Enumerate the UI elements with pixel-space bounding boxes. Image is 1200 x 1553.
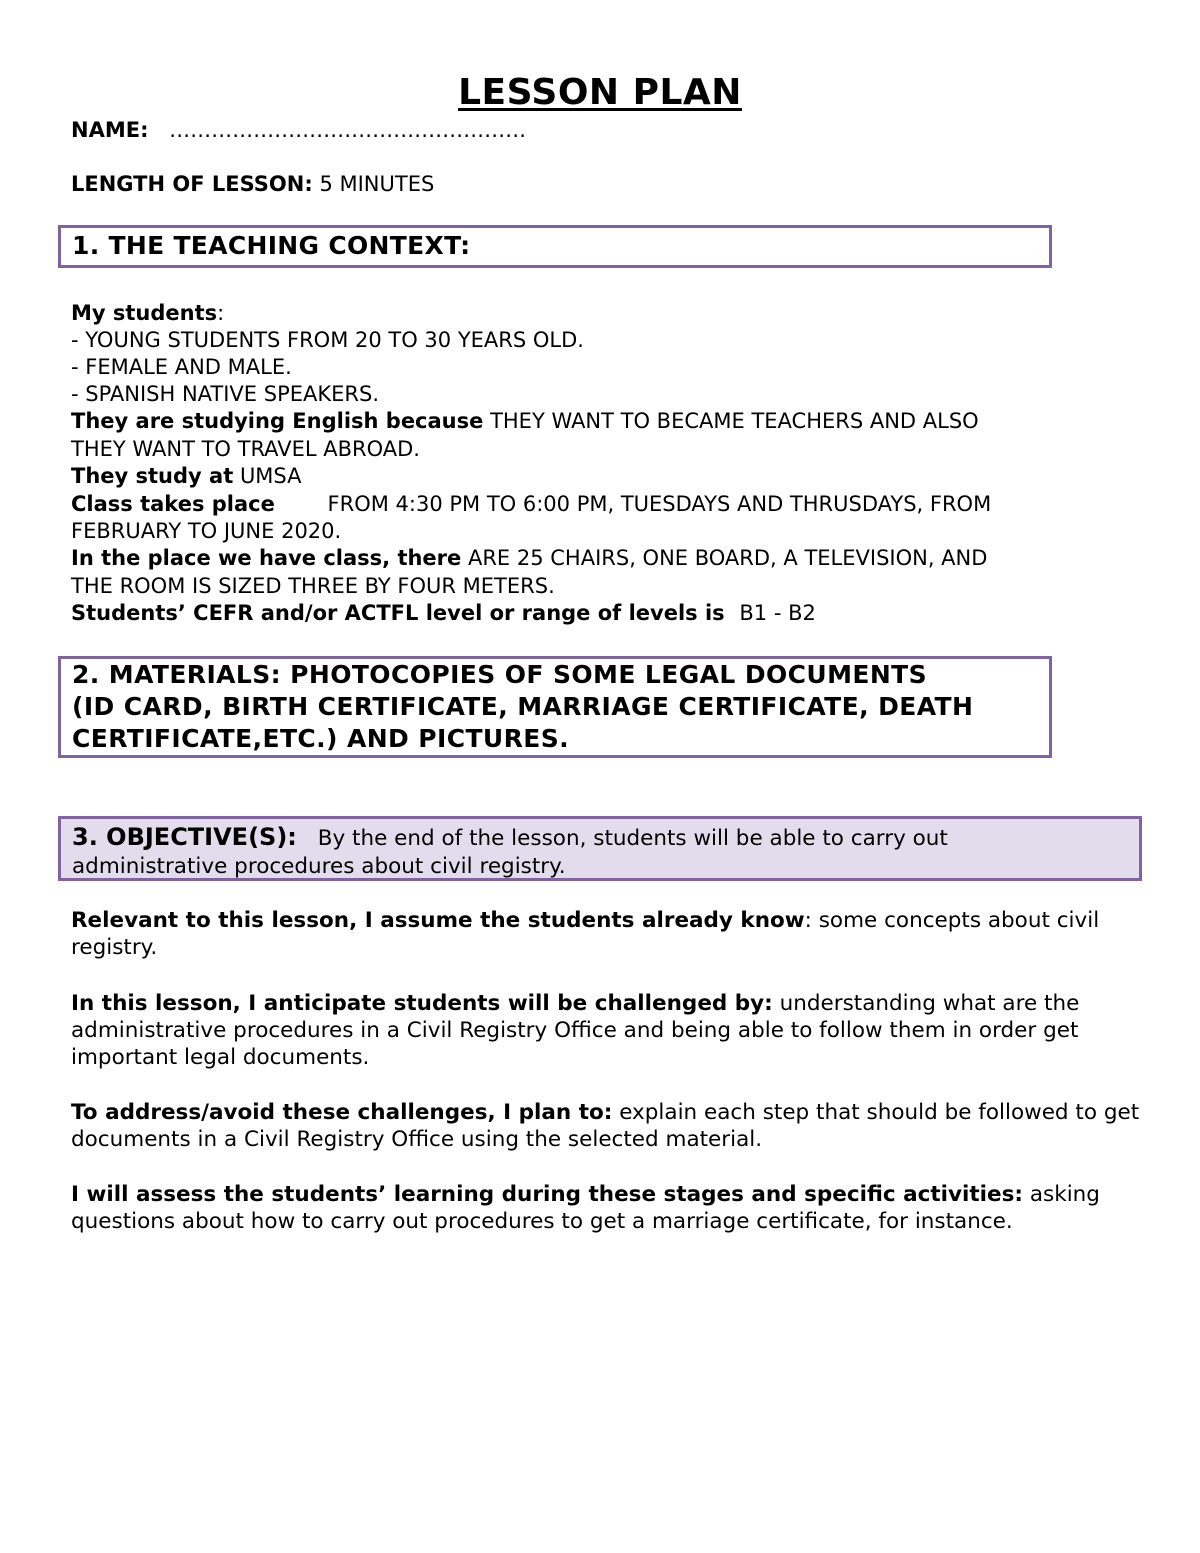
students-label-line (71, 300, 224, 327)
length-line (71, 171, 434, 198)
address-paragraph (71, 1099, 1141, 1153)
section-materials-heading (72, 659, 973, 755)
studying-value: THEY WANT TO BECAME TEACHERS AND ALSO (490, 409, 979, 433)
name-line (71, 117, 526, 144)
objectives-heading: 3. OBJECTIVE(S): (72, 823, 297, 851)
student-item: - FEMALE AND MALE. (71, 355, 292, 379)
materials-line: 2. MATERIALS: PHOTOCOPIES OF SOME LEGAL DOCUMENTS (72, 660, 928, 689)
study-at-line (71, 463, 302, 490)
challenge-value: understanding what are the administrative procedures in a Civil Registry Office and being able to follow them in order get important legal documents. (71, 991, 1080, 1070)
section-materials-box (58, 656, 1052, 758)
length-label: LENGTH OF LESSON: (71, 172, 313, 196)
place-value-cont: THE ROOM IS SIZED THREE BY FOUR METERS. (71, 574, 555, 598)
objectives-text-line: By the end of the lesson, students will be able to carry out (317, 826, 948, 851)
section-teaching-context-heading: 1. THE TEACHING CONTEXT: (72, 231, 471, 260)
studying-value-cont: THEY WANT TO TRAVEL ABROAD. (71, 437, 420, 461)
study-at-label: They study at (71, 464, 234, 488)
section-teaching-context-box (58, 225, 1052, 268)
place-value: ARE 25 CHAIRS, ONE BOARD, A TELEVISION, AND (467, 546, 988, 570)
student-item: - SPANISH NATIVE SPEAKERS. (71, 382, 380, 406)
level-label: Students’ CEFR and/or ACTFL level or range of levels is (71, 601, 725, 625)
assume-paragraph (71, 907, 1141, 961)
studying-line (71, 408, 979, 435)
assess-label: I will assess the students’ learning during these stages and specific activities: (71, 1182, 1024, 1207)
student-item: - YOUNG STUDENTS FROM 20 TO 30 YEARS OLD. (71, 328, 584, 352)
length-value: 5 MINUTES (319, 172, 435, 196)
name-label: NAME: (71, 118, 149, 142)
section-objectives-box (58, 816, 1142, 881)
objectives-text-line: administrative procedures about civil registry. (72, 854, 566, 879)
level-value: B1 - B2 (739, 601, 816, 625)
class-value: FROM 4:30 PM TO 6:00 PM, TUESDAYS AND THRUSDAYS, FROM (327, 492, 992, 516)
assume-value: : some concepts about civil registry. (71, 908, 1100, 960)
challenge-label: In this lesson, I anticipate students will be challenged by: (71, 991, 773, 1016)
materials-line: CERTIFICATE,ETC.) AND PICTURES. (72, 724, 570, 753)
materials-line: (ID CARD, BIRTH CERTIFICATE, MARRIAGE CERTIFICATE, DEATH (72, 692, 974, 721)
name-value: …………………………………………… (169, 118, 527, 142)
students-label: My students (71, 301, 218, 325)
address-label: To address/avoid these challenges, I plan to: (71, 1100, 613, 1125)
place-label: In the place we have class, there (71, 546, 462, 570)
assess-value: asking questions about how to carry out procedures to get a marriage certificate, for instance. (71, 1182, 1100, 1234)
level-line (71, 600, 816, 627)
students-colon: : (217, 301, 225, 325)
objectives-text (72, 823, 948, 881)
class-value-cont: FEBRUARY TO JUNE 2020. (71, 519, 342, 543)
document-title: LESSON PLAN (458, 72, 742, 113)
class-label: Class takes place (71, 492, 275, 516)
place-line (71, 545, 987, 572)
assess-paragraph (71, 1181, 1141, 1235)
study-at-value: UMSA (239, 464, 302, 488)
studying-label: They are studying English because (71, 409, 484, 433)
class-line (71, 491, 991, 518)
assume-label: Relevant to this lesson, I assume the students already know (71, 908, 805, 933)
challenge-paragraph (71, 990, 1141, 1071)
address-value: explain each step that should be followed to get documents in a Civil Registry Office using the selected material. (71, 1100, 1140, 1152)
